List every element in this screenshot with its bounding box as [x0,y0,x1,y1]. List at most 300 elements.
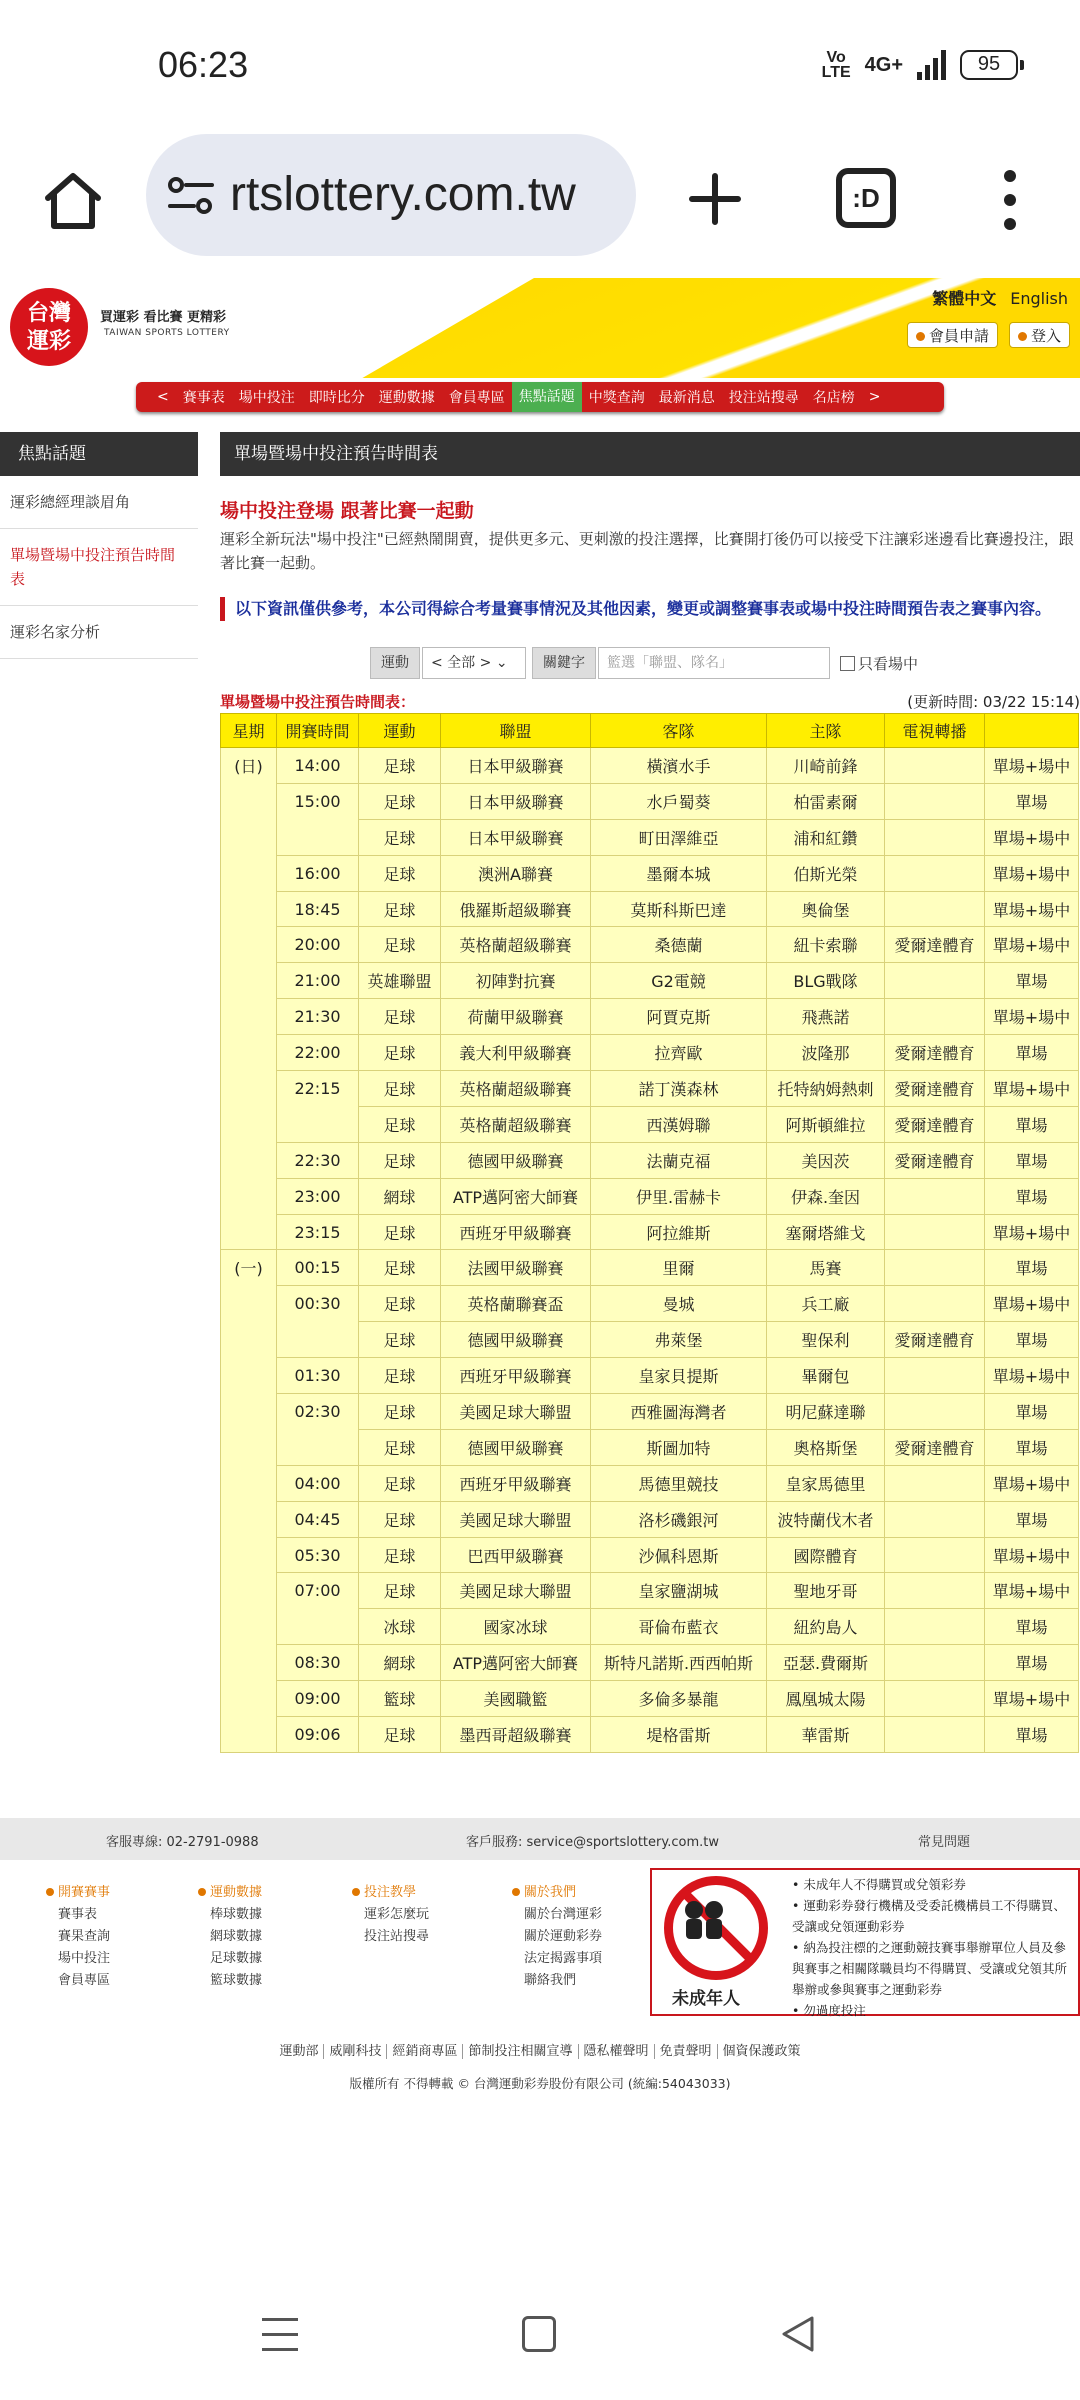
cell-home: 浦和紅鑽 [767,819,885,855]
cell-type[interactable]: 單場 [985,1322,1079,1358]
nav-item[interactable]: 中獎查詢 [588,390,645,406]
cell-time: 20:00 [277,927,359,963]
cell-tv [885,1394,985,1430]
cell-league: 美國足球大聯盟 [441,1573,591,1609]
cell-league: 日本甲級聯賽 [441,783,591,819]
bullet-icon: • [792,1877,804,1892]
table-row [221,1035,1079,1071]
nav-item[interactable]: 賽事表 [182,390,225,406]
cell-sport: 足球 [359,1429,441,1465]
cell-home: 波特蘭伐木者 [767,1501,885,1537]
cell-type[interactable]: 單場 [985,1717,1079,1753]
footer-link[interactable]: 足球數據 [210,1951,263,1966]
cell-league: 德國甲級聯賽 [441,1429,591,1465]
cell-league: 墨西哥超級聯賽 [441,1717,591,1753]
warning-list [792,1874,1072,2021]
cell-league: ATP邁阿密大師賽 [441,1178,591,1214]
table-row [221,1573,1079,1609]
table-row [221,1214,1079,1250]
language-switch [932,286,1068,309]
cell-type[interactable]: 單場 [985,1501,1079,1537]
column-header: 電視轉播 [885,714,985,748]
cell-away: 水戶蜀葵 [591,783,767,819]
footer-bottom-link[interactable]: 個資保護政策 [722,2044,801,2059]
lang-zh-link[interactable]: 繁體中文 [932,289,997,308]
cell-home: 明尼蘇達聯 [767,1394,885,1430]
cell-away: 西雅圖海灣者 [591,1394,767,1430]
cell-home: 鳳凰城太陽 [767,1681,885,1717]
cell-home: 美因茨 [767,1142,885,1178]
cell-league: 英格蘭超級聯賽 [441,1071,591,1107]
children-icon [680,1898,728,1942]
cell-tv: 愛爾達體育 [885,1071,985,1107]
table-row [221,1071,1079,1107]
footer-link[interactable]: 棒球數據 [210,1907,263,1922]
cell-sport: 冰球 [359,1609,441,1645]
cell-home: 畢爾包 [767,1358,885,1394]
footer-link[interactable]: 聯絡我們 [524,1973,577,1988]
cell-home: 飛燕諾 [767,999,885,1035]
site-settings-icon[interactable] [168,176,214,216]
only-live-checkbox[interactable] [840,653,918,674]
footer-link[interactable]: 投注站搜尋 [364,1929,430,1944]
cell-type[interactable]: 單場+場中 [985,999,1079,1035]
cell-tv: 愛爾達體育 [885,927,985,963]
cell-type[interactable]: 單場 [985,1394,1079,1430]
cell-league: 西班牙甲級聯賽 [441,1214,591,1250]
sidebar-item[interactable]: 運彩名家分析 [0,606,198,659]
cell-sport: 籃球 [359,1681,441,1717]
footer-link[interactable]: 法定揭露事項 [524,1951,603,1966]
cell-time: 18:45 [277,891,359,927]
cell-tv [885,1573,985,1609]
footer-link[interactable]: 場中投注 [58,1951,111,1966]
keyword-input[interactable]: 籃選「聯盟、隊名」 [598,647,830,679]
cell-time: 09:00 [277,1681,359,1717]
cell-league: 美國足球大聯盟 [441,1394,591,1430]
signal-icon [917,50,946,80]
recent-apps-icon[interactable] [262,2318,298,2354]
cell-away: 拉齊歐 [591,1035,767,1071]
cell-tv [885,1286,985,1322]
cell-league: 法國甲級聯賽 [441,1250,591,1286]
footer-col [198,1882,262,1992]
cell-time: 00:15 [277,1250,359,1286]
sidebar-item-active[interactable]: 單場暨場中投注預告時間表 [0,529,198,606]
cell-sport: 足球 [359,819,441,855]
cell-away: 伊里.雷赫卡 [591,1178,767,1214]
footer-link[interactable]: 關於運動彩券 [524,1929,603,1944]
cell-league: 英格蘭超級聯賽 [441,927,591,963]
cell-league: 日本甲級聯賽 [441,748,591,784]
cell-sport: 足球 [359,891,441,927]
cell-type[interactable]: 單場 [985,1609,1079,1645]
footer-links [0,2040,1080,2059]
cell-away: 弗萊堡 [591,1322,767,1358]
table-caption [220,687,1080,713]
column-header: 開賽時間 [277,714,359,748]
table-row [221,1286,1079,1322]
nav-next-icon[interactable]: > [868,389,881,405]
cell-sport: 足球 [359,1394,441,1430]
main-content [220,432,1080,1753]
footer-col [46,1882,110,1992]
cell-league: 初陣對抗賽 [441,963,591,999]
site-logo[interactable]: 台灣 運彩 [10,288,88,366]
cell-sport: 足球 [359,1106,441,1142]
cell-type[interactable]: 單場 [985,1645,1079,1681]
nav-item[interactable]: 最新消息 [658,390,715,406]
cell-time: 01:30 [277,1358,359,1394]
cell-home: 托特納姆熱刺 [767,1071,885,1107]
nav-item[interactable]: 場中投注 [238,390,295,406]
table-row [221,1394,1079,1430]
footer-bottom-link[interactable]: 隱私權聲明 [579,2044,655,2059]
tagline-en: TAIWAN SPORTS LOTTERY [104,328,230,338]
cell-league: 美國職籃 [441,1681,591,1717]
footer-bottom-link[interactable]: 節制投注相關宣導 [463,2044,578,2059]
cell-time: 23:00 [277,1178,359,1214]
table-body [221,748,1079,1753]
table-row [221,1717,1079,1753]
cell-time: 15:00 [277,783,359,855]
cell-type[interactable]: 單場 [985,1106,1079,1142]
table-title: 單場暨場中投注預告時間表： [220,693,416,711]
bullet-icon: • [792,2003,804,2018]
cell-home: 聖保利 [767,1322,885,1358]
cell-home: 川崎前鋒 [767,748,885,784]
bullet-icon: • [792,1898,804,1913]
cell-sport: 足球 [359,1717,441,1753]
footer-link[interactable]: 賽事表 [58,1907,98,1922]
cell-type[interactable]: 單場+場中 [985,1214,1079,1250]
footer-col-head: 投注教學 [352,1882,429,1904]
cell-type[interactable]: 單場+場中 [985,819,1079,855]
cell-time: 14:00 [277,748,359,784]
cell-time: 07:00 [277,1573,359,1645]
column-header: 星期 [221,714,277,748]
cell-sport: 足球 [359,748,441,784]
cell-tv [885,1645,985,1681]
cell-type[interactable]: 單場+場中 [985,855,1079,891]
keyword-label: 關鍵字 [532,647,596,679]
cell-time: 22:00 [277,1035,359,1071]
cell-league: 德國甲級聯賽 [441,1142,591,1178]
cell-type[interactable]: 單場 [985,1250,1079,1286]
notice-text: 以下資訊僅供參考，本公司得綜合考量賽事情況及其他因素，變更或調整賽事表或場中投注時間預告表之賽事內容。 [220,597,1078,621]
table-row [221,1250,1079,1286]
warning-item [792,2000,1072,2021]
cell-time: 22:15 [277,1071,359,1143]
main-nav [136,382,944,412]
cell-away: 阿拉維斯 [591,1214,767,1250]
sport-label: 運動 [370,647,420,679]
sport-select[interactable] [422,647,526,679]
cell-time: 04:45 [277,1501,359,1537]
cell-type[interactable]: 單場 [985,1142,1079,1178]
footer-link[interactable]: 籃球數據 [210,1973,263,1988]
nav-item[interactable]: 運動數據 [378,390,435,406]
nav-item[interactable]: 投注站搜尋 [728,390,799,406]
footer-bottom-link[interactable]: 免責聲明 [655,2044,718,2059]
cell-home: 柏雷素爾 [767,783,885,819]
cell-tv [885,1681,985,1717]
cell-away: 堤格雷斯 [591,1717,767,1753]
cell-tv [885,1214,985,1250]
warning-item [792,1895,1072,1937]
warning-text: 納為投注標的之運動競技賽事舉辦單位人員及參與賽事之相關隊職員均不得購買、受讓或兌領其所舉辦或參與賽事之運動彩券 [792,1940,1068,1997]
cell-league: 美國足球大聯盟 [441,1501,591,1537]
cell-away: 哥倫布藍衣 [591,1609,767,1645]
member-signup-button[interactable]: 會員申請 [907,322,998,348]
cell-league: 荷蘭甲級聯賽 [441,999,591,1035]
cell-home: 波隆那 [767,1035,885,1071]
warning-text: 勿過度投注 [803,2003,866,2018]
table-row [221,1645,1079,1681]
cell-type[interactable]: 單場+場中 [985,1681,1079,1717]
url-text[interactable]: rtslottery.com.tw [230,168,576,221]
site-header [0,278,1080,378]
service-email[interactable]: 客戶服務: service@sportslottery.com.tw [466,1835,719,1850]
cell-type[interactable]: 單場 [985,963,1079,999]
status-bar [0,0,1080,130]
nav-prev-icon[interactable]: < [157,389,169,405]
cell-tv [885,891,985,927]
cell-time: 16:00 [277,855,359,891]
cell-away: 皇家鹽湖城 [591,1573,767,1609]
cell-sport: 足球 [359,1358,441,1394]
tab-switcher-button[interactable]: :D [836,168,896,228]
new-tab-icon[interactable] [688,172,742,226]
cell-type[interactable]: 單場+場中 [985,891,1079,927]
cell-sport: 足球 [359,1071,441,1107]
cell-home: 奧倫堡 [767,891,885,927]
table-row [221,999,1079,1035]
cell-sport: 英雄聯盟 [359,963,441,999]
cell-type[interactable]: 單場+場中 [985,1071,1079,1107]
login-button[interactable]: 登入 [1009,322,1070,348]
table-row [221,963,1079,999]
cell-type[interactable]: 單場 [985,1035,1079,1071]
cell-league: 俄羅斯超級聯賽 [441,891,591,927]
cell-home: 紐卡索聯 [767,927,885,963]
cell-time: 00:30 [277,1286,359,1358]
nav-item[interactable]: 名店榜 [812,390,855,406]
column-header: 客隊 [591,714,767,748]
cell-home: 兵工廠 [767,1286,885,1322]
nav-item[interactable]: 即時比分 [308,390,365,406]
overflow-menu-icon[interactable] [1000,170,1020,230]
underage-warning [650,1868,1080,2016]
promo-title: 場中投注登場 跟著比賽一起動 [220,500,474,522]
cell-away: 町田澤維亞 [591,819,767,855]
cell-league: 西班牙甲級聯賽 [441,1358,591,1394]
cell-day: (一) [221,1250,277,1752]
cell-tv [885,1717,985,1753]
cell-tv [885,963,985,999]
cell-type[interactable]: 單場+場中 [985,1358,1079,1394]
cell-away: 斯特凡諾斯.西西帕斯 [591,1645,767,1681]
sidebar [0,432,198,659]
cell-type[interactable]: 單場+場中 [985,1286,1079,1322]
lang-en-link[interactable]: English [1010,289,1068,308]
cell-sport: 足球 [359,783,441,819]
cell-type[interactable]: 單場 [985,1429,1079,1465]
footer-bottom-link[interactable]: 威剛科技 [324,2044,387,2059]
home-icon[interactable] [40,168,106,234]
cell-home: 亞瑟.費爾斯 [767,1645,885,1681]
checkbox-icon[interactable] [840,656,855,671]
cell-type[interactable]: 單場+場中 [985,1573,1079,1609]
cell-away: 沙佩科恩斯 [591,1537,767,1573]
cell-home: 馬賽 [767,1250,885,1286]
table-row [221,855,1079,891]
cell-type[interactable]: 單場+場中 [985,1537,1079,1573]
cell-home: 紐約島人 [767,1609,885,1645]
warning-item [792,1874,1072,1895]
cell-sport: 足球 [359,1142,441,1178]
footer-bottom-link[interactable]: 運動部 [274,2044,324,2059]
cell-away: 阿賈克斯 [591,999,767,1035]
cell-type[interactable]: 單場+場中 [985,927,1079,963]
cell-home: 國際體育 [767,1537,885,1573]
cell-tv [885,1609,985,1645]
cell-tv [885,1358,985,1394]
cell-sport: 網球 [359,1178,441,1214]
table-row [221,1178,1079,1214]
cell-home: 皇家馬德里 [767,1465,885,1501]
cell-sport: 足球 [359,927,441,963]
footer-col [512,1882,602,1992]
cell-tv: 愛爾達體育 [885,1035,985,1071]
cell-sport: 足球 [359,1286,441,1322]
table-row [221,783,1079,819]
cell-league: 德國甲級聯賽 [441,1322,591,1358]
table-row [221,1501,1079,1537]
footer-bottom-link[interactable]: 經銷商專區 [387,2044,463,2059]
cell-tv: 愛爾達體育 [885,1106,985,1142]
cell-league: 巴西甲級聯賽 [441,1537,591,1573]
cell-league: 英格蘭超級聯賽 [441,1106,591,1142]
cell-away: 法蘭克福 [591,1142,767,1178]
sidebar-item[interactable]: 運彩總經理談眉角 [0,476,198,529]
cell-home: 伯斯光榮 [767,855,885,891]
warning-text: 未成年人不得購買或兌領彩券 [803,1877,966,1892]
home-button-icon[interactable] [522,2316,556,2352]
cell-sport: 足球 [359,1573,441,1609]
cell-type[interactable]: 單場 [985,1178,1079,1214]
warning-caption: 未成年人 [672,1989,740,2009]
footer-col-head: 開賽賽事 [46,1882,110,1904]
cell-time: 08:30 [277,1645,359,1681]
back-icon[interactable] [778,2314,818,2354]
cell-away: 諾丁漢森林 [591,1071,767,1107]
footer-link[interactable]: 賽果查詢 [58,1929,111,1944]
cell-league: 澳洲A聯賽 [441,855,591,891]
address-bar[interactable] [146,134,636,256]
table-row [221,1358,1079,1394]
status-icons [822,50,1018,80]
cell-time: 05:30 [277,1537,359,1573]
faq-link[interactable]: 常見問題 [918,1835,971,1850]
nav-item-active[interactable]: 焦點話題 [512,382,582,412]
warning-item [792,1937,1072,2000]
cell-home: 奧格斯堡 [767,1429,885,1465]
table-row [221,1537,1079,1573]
footer-link[interactable]: 運彩怎麼玩 [364,1907,430,1922]
cell-time: 04:00 [277,1465,359,1501]
footer [0,1868,1080,2018]
table-row [221,891,1079,927]
cell-day: (日) [221,748,277,1250]
cell-away: 多倫多暴龍 [591,1681,767,1717]
battery-icon: 95 [960,50,1018,80]
column-header [985,714,1079,748]
cell-type[interactable]: 單場 [985,783,1079,819]
cell-tv [885,783,985,819]
cell-tv [885,1537,985,1573]
cell-league: ATP邁阿密大師賽 [441,1645,591,1681]
cell-sport: 足球 [359,1501,441,1537]
cell-tv [885,1465,985,1501]
column-header: 主隊 [767,714,885,748]
cell-time: 21:30 [277,999,359,1035]
cell-league: 西班牙甲級聯賽 [441,1465,591,1501]
cell-league: 英格蘭聯賽盃 [441,1286,591,1322]
footer-link[interactable]: 關於台灣運彩 [524,1907,603,1922]
cell-tv: 愛爾達體育 [885,1142,985,1178]
footer-link[interactable]: 會員專區 [58,1973,111,1988]
schedule-table [220,713,1079,1753]
volte-icon: Vo LTE [821,49,851,81]
cell-tv [885,999,985,1035]
sidebar-title: 焦點話題 [0,432,198,476]
only-live-label: 只看場中 [858,655,919,673]
cell-sport: 足球 [359,1537,441,1573]
cell-home: 塞爾塔維戈 [767,1214,885,1250]
cell-league: 日本甲級聯賽 [441,819,591,855]
cell-home: 伊森.奎因 [767,1178,885,1214]
cell-away: 里爾 [591,1250,767,1286]
cell-type[interactable]: 單場+場中 [985,748,1079,784]
table-row [221,927,1079,963]
column-header: 運動 [359,714,441,748]
system-nav-bar [0,2290,1080,2400]
cell-tv [885,819,985,855]
nav-item[interactable]: 會員專區 [448,390,505,406]
footer-link[interactable]: 網球數據 [210,1929,263,1944]
cell-type[interactable]: 單場+場中 [985,1465,1079,1501]
cell-sport: 足球 [359,1035,441,1071]
cell-home: 阿斯頓維拉 [767,1106,885,1142]
cell-away: 曼城 [591,1286,767,1322]
cell-league: 義大利甲級聯賽 [441,1035,591,1071]
table-row [221,1465,1079,1501]
table-row [221,748,1079,784]
cell-sport: 足球 [359,999,441,1035]
cell-league: 國家冰球 [441,1609,591,1645]
footer-col-head: 關於我們 [512,1882,602,1904]
cell-away: 馬德里競技 [591,1465,767,1501]
tagline: 買運彩 看比賽 更精彩 [100,310,227,325]
table-header [221,714,1079,748]
cell-away: 斯圖加特 [591,1429,767,1465]
cell-home: BLG戰隊 [767,963,885,999]
promo-text: 運彩全新玩法"場中投注"已經熱鬧開賣，提供更多元、更刺激的投注選擇，比賽開打後仍可以接受下注讓彩迷邊看比賽邊投注，跟著比賽一起動。 [220,530,1074,572]
cell-away: 桑德蘭 [591,927,767,963]
warning-text: 運動彩券發行機構及受委託機構員工不得購買、受讓或兌領運動彩券 [792,1898,1066,1934]
cell-away: 橫濱水手 [591,748,767,784]
